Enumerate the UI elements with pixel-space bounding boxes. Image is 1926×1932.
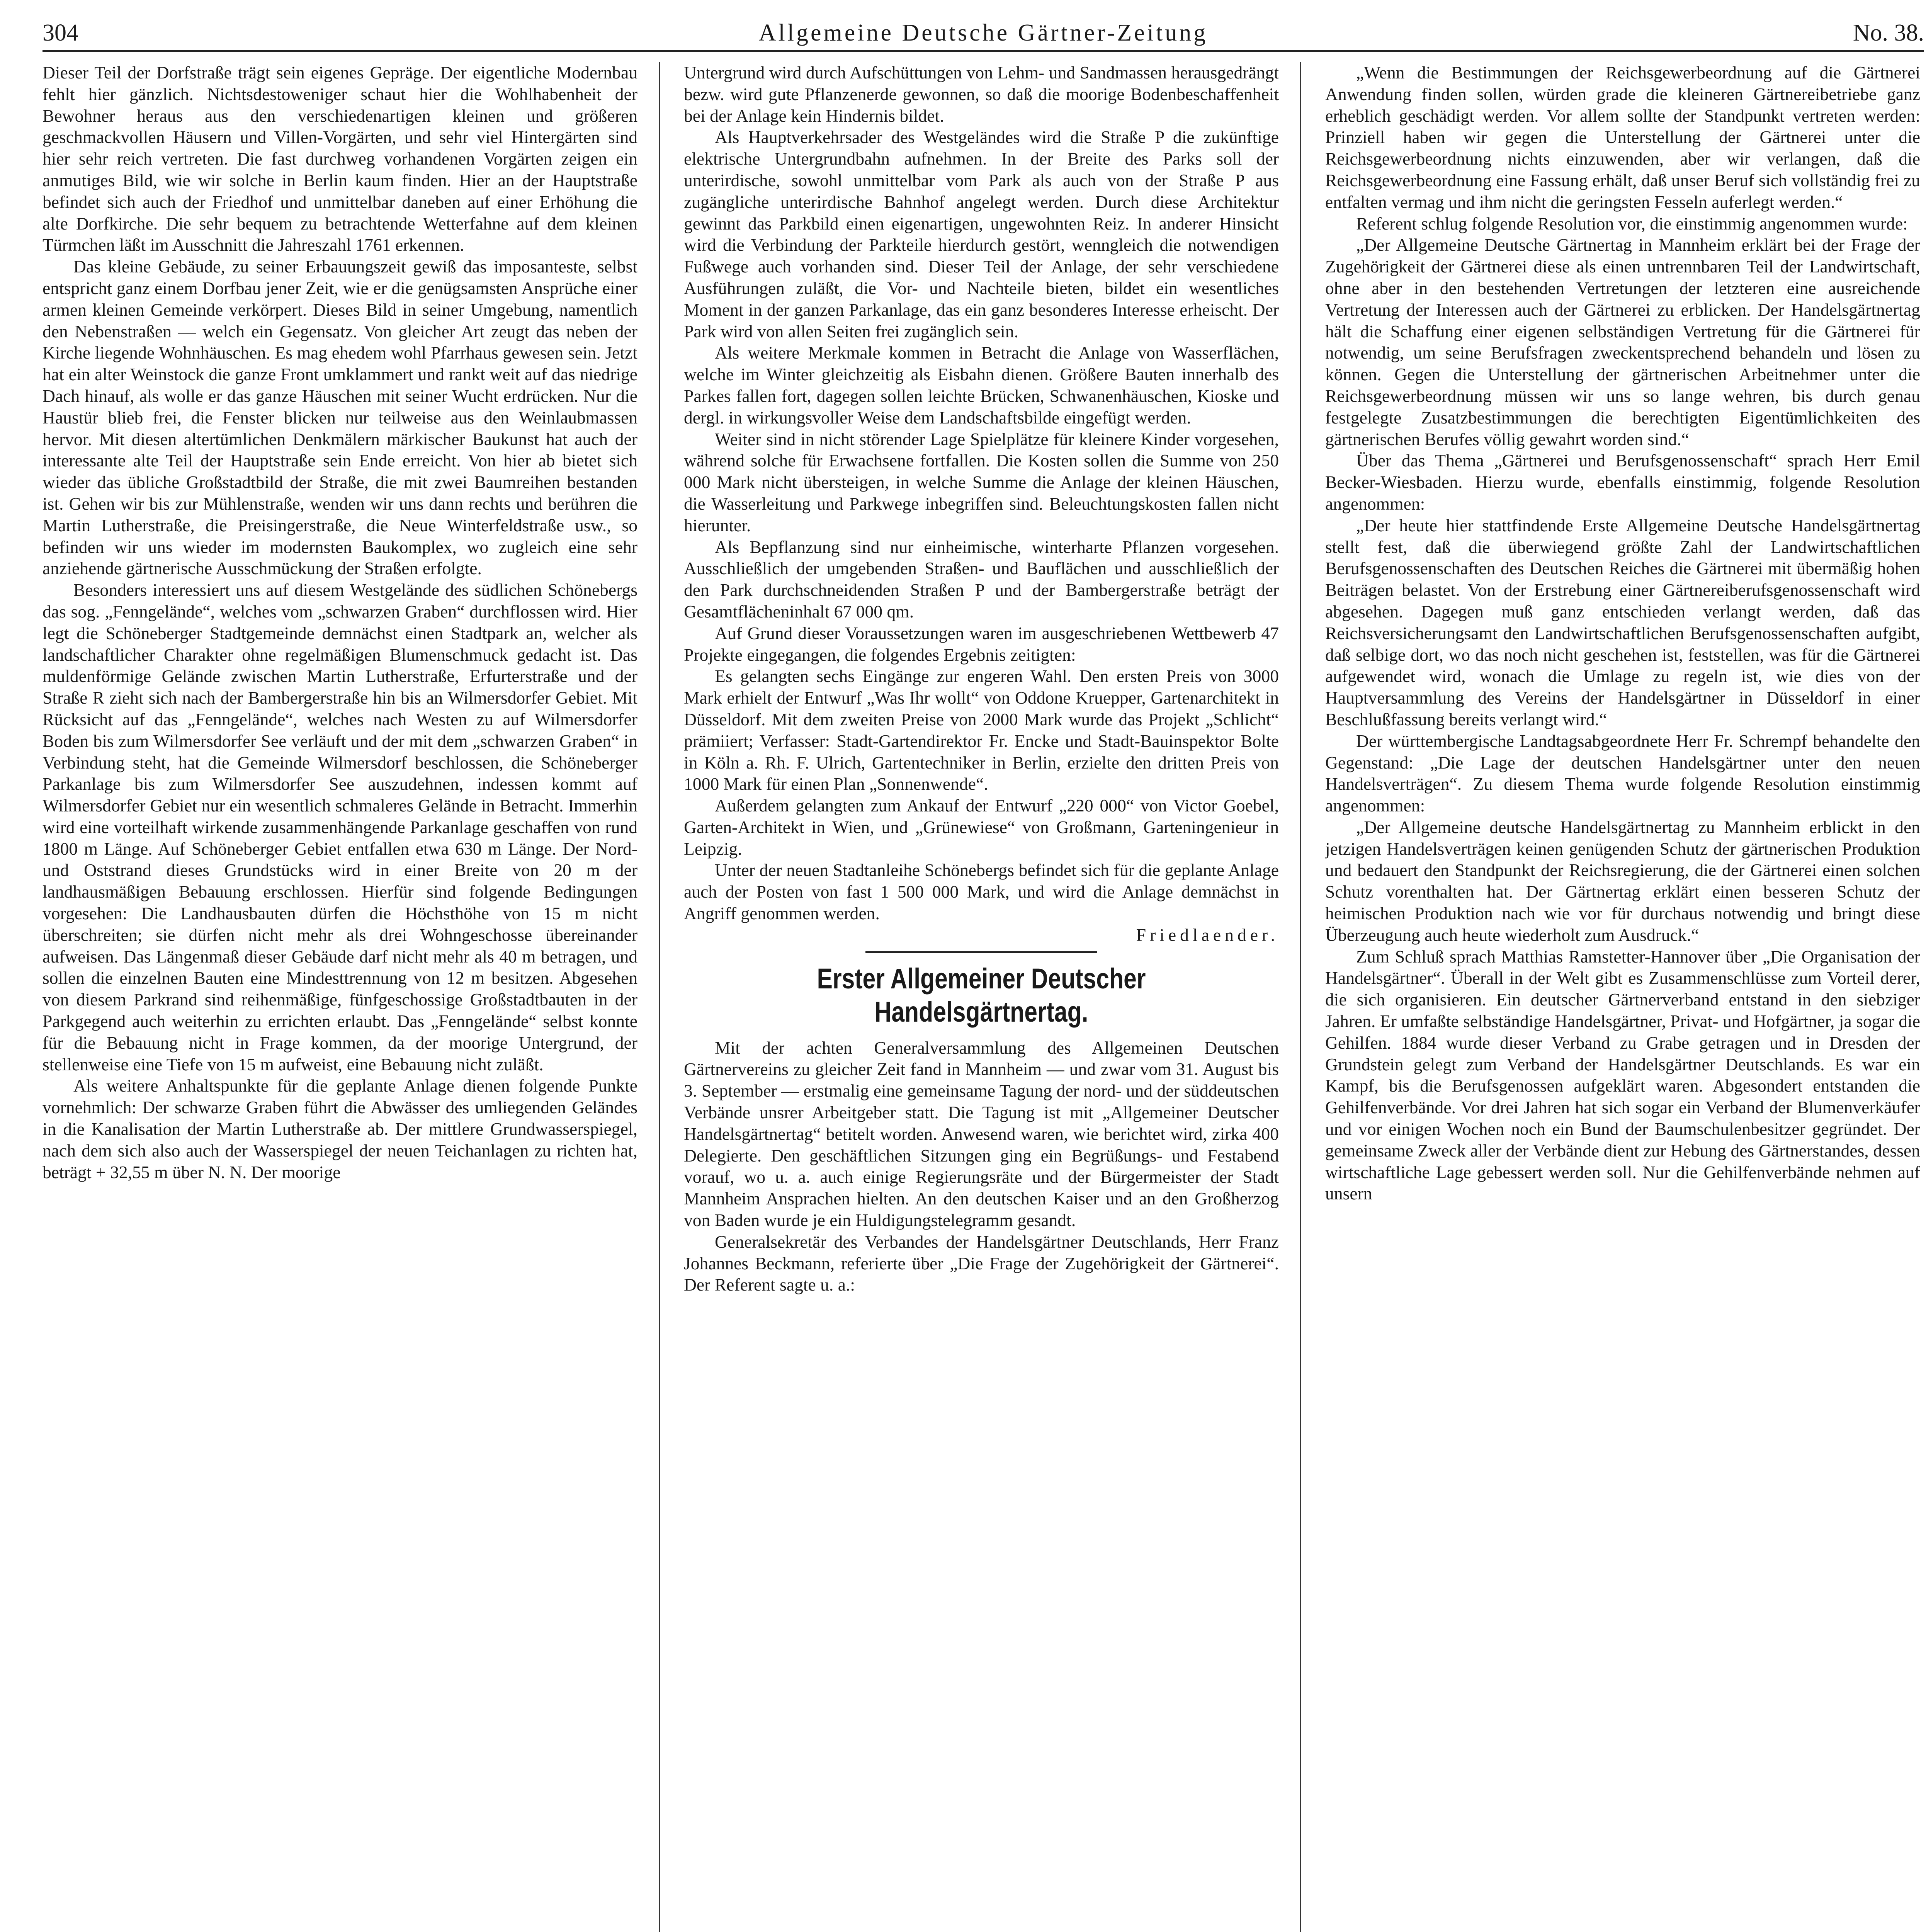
column-divider xyxy=(1300,62,1301,1932)
paragraph: „Wenn die Bestimmungen der Reichsgewerbeordnung auf die Gärtnerei Anwendung finden sollen, würden grade die kleineren Gärtnereibetriebe ganz erheblich geschädigt werden. Vor allem sollte der Standpunkt vertreten werden: Prinziell haben wir gegen die Unterstellung der Gärtnerei unter die Reichsgewerbeordnung nichts einzuwenden, aber wir verlangen, daß die Reichsgewerbeordnung eine Fassung erhält, daß unser Beruf sich vollständig frei zu entfalten vermag und ihm nicht die geringsten Fesseln auferlegt werden.“ xyxy=(1325,63,1920,212)
paragraph: Als Bepflanzung sind nur einheimische, winterharte Pflanzen vorgesehen. Ausschließlich der umgebenden Straßen- und Bauflächen und ausschließlich der den Park durchschneidenden Straßen P und der Bambergerstraße beträgt der Gesamtflächeninhalt 67 000 qm. xyxy=(684,537,1279,621)
paragraph: Außerdem gelangten zum Ankauf der Entwurf „220 000“ von Victor Goebel, Garten-Architekt in Wien, und „Grünewiese“ von Großmann, Garteningenieur in Leipzig. xyxy=(684,796,1279,859)
paragraph: „Der heute hier stattfindende Erste Allgemeine Deutsche Handelsgärtnertag stellt fest, daß die überwiegend größte Zahl der Landwirtschaftlichen Berufsgenossenschaften des Deutschen Reiches die Gärtnerei mit übermäßig hohen Beiträgen belastet. Von der Erstrebung einer Gärtnereiberufsgenossenschaft wird abgesehen. Dagegen muß ganz entschieden verlangt werden, daß das Reichsversicherungsamt den Landwirtschaftlichen Berufsgenossenschaften aufgibt, daß selbige dort, wo das noch nicht geschehen ist, feststellen, was für die Gärtnerei aufgewendet wird, wonach die Umlage zu regeln ist, wie dies von der Hauptversammlung des Vereins der Handelsgärtner in Düsseldorf in einer Beschlußfassung bereits verlangt wird.“ xyxy=(1325,515,1920,729)
paragraph: Als weitere Anhaltspunkte für die geplante Anlage dienen folgende Punkte vornehmlich: Der schwarze Graben führt die Abwässer des umliegenden Geländes in die Kanalisation der Martin Lutherstraße ab. Der mittlere Grundwasserspiegel, nach dem sich also auch der Wasserspiegel der neuen Teichanlagen zu richten hat, beträgt + 32,55 m über N. N. Der moorige xyxy=(42,1076,637,1182)
paragraph: Als Hauptverkehrsader des Westgeländes wird die Straße P die zukünftige elektrische Untergrundbahn aufnehmen. In der Breite des Parks soll der unterirdische, sowohl unmittelbar vom Park als auch von der Straße P aus zugängliche unterirdische Bahnhof angelegt werden. Durch diese Architektur gewinnt das Parkbild einen eigenartigen, ungewohnten Reiz. In anderer Hinsicht wird die Verbindung der Parkteile hierdurch gestört, wenngleich die notwendigen Fußwege auch vorhanden sind. Dieser Teil der Anlage, der sehr verschiedene Ausführungen zuläßt, die Vor- und Nachteile bieten, bildet ein wesentliches Moment in der ganzen Parkanlage, das ein ganz besonderes Interesse erheischt. Der Park wird von allen Seiten frei zugänglich sein. xyxy=(684,127,1279,341)
paragraph: Es gelangten sechs Eingänge zur engeren Wahl. Den ersten Preis von 3000 Mark erhielt der Entwurf „Was Ihr wollt“ von Oddone Kruepper, Gartenarchitekt in Düsseldorf. Mit dem zweiten Preise von 2000 Mark wurde das Projekt „Schlicht“ prämiiert; Verfasser: Stadt-Gartendirektor Fr. Encke und Stadt-Bauinspektor Bolte in Köln a. Rh. F. Ulrich, Gartentechniker in Berlin, erzielte den dritten Preis von 1000 Mark für einen Plan „Sonnenwende“. xyxy=(684,666,1279,794)
article-title: Erster Allgemeiner Deutscher Handelsgärtnertag. xyxy=(817,962,1146,1028)
paragraph: Als weitere Merkmale kommen in Betracht die Anlage von Wasserflächen, welche im Winter gleichzeitig als Eisbahn dienen. Größere Bauten innerhalb des Parkes fallen fort, dagegen sollen leichte Brücken, Schwanenhäuschen, Kioske und dergl. in wirkungsvoller Weise dem Landschaftsbilde eingefügt werden. xyxy=(684,343,1279,427)
paragraph: Weiter sind in nicht störender Lage Spielplätze für kleinere Kinder vorgesehen, während solche für Erwachsene fortfallen. Die Kosten sollen die Summe von 250 000 Mark nicht übersteigen, in welche Summe die Anlage der kleinen Häuschen, die Wasserleitung und Parkwege inbegriffen sind. Beleuchtungskosten fallen nicht hierunter. xyxy=(684,429,1279,535)
paragraph: Das kleine Gebäude, zu seiner Erbauungszeit gewiß das imposanteste, selbst entspricht ganz einem Dorfbau jener Zeit, wie er die genügsamsten Ansprüche einer armen kleinen Gemeinde verkörpert. Dieses Bild in seiner Umgebung, namentlich den Nebenstraßen — welch ein Gegensatz. Von gleicher Art zeugt das neben der Kirche liegende Wohnhäuschen. Es mag ehedem wohl Pfarrhaus gewesen sein. Jetzt hat ein alter Weinstock die ganze Front umklammert und rankt weit auf das niedrige Dach hinauf, als wolle er das ganze Häuschen mit seiner Wucht erdrücken. Nur die Haustür blieb frei, die Fenster blicken nur teilweise aus den Weinlaubmassen hervor. Mit diesen altertümlichen Denkmälern märkischer Baukunst hat auch der interessante alte Teil der Hauptstraße sein Ende erreicht. Von hier ab bietet sich wieder das übliche Großstadtbild der Straße, die mit zwei Baumreihen bestanden ist. Gehen wir bis zur Mühlenstraße, wenden wir uns dann rechts und berühren die Martin Lutherstraße, die Preisingerstraße, die Neue Winterfeldstraße usw., so befinden wir uns wieder im modernsten Baukomplex, wo zugleich eine sehr anziehende gärtnerische Ausschmückung der Straßen erfolgte. xyxy=(42,257,637,578)
issue-number: No. 38. xyxy=(1853,20,1924,46)
paragraph: Über das Thema „Gärtnerei und Berufsgenossenschaft“ sprach Herr Emil Becker-Wiesbaden. Hierzu wurde, ebenfalls einstimmig, folgende Resolution angenommen: xyxy=(1325,451,1920,514)
column-3 xyxy=(1325,62,1920,1932)
page-header xyxy=(42,15,1924,52)
page-number: 304 xyxy=(42,20,78,46)
paragraph: Dieser Teil der Dorfstraße trägt sein eigenes Gepräge. Der eigentliche Modernbau fehlt hier gänzlich. Nichtsdestoweniger schaut hier die Wohlhabenheit der Bewohner heraus aus den verschiedenartigen kleinen und größeren geschmackvollen Häusern und Villen-Vorgärten, und sehr viel Hintergärten sind hier sehr reich vertreten. Die fast durchweg vorhandenen Vorgärten zeigen ein anmutiges Bild, wie wir solche in Berlin kaum finden. Hier an der Hauptstraße befindet sich auch der Friedhof und unmittelbar daneben auf einer Erhöhung die alte Dorfkirche. Die sehr bequem zu betrachtende Wetterfahne auf dem kleinen Türmchen läßt im Ausschnitt die Jahreszahl 1761 erkennen. xyxy=(42,63,637,255)
column-2 xyxy=(684,62,1279,1932)
column-divider xyxy=(659,62,660,1932)
paragraph: Generalsekretär des Verbandes der Handelsgärtner Deutschlands, Herr Franz Johannes Beckmann, referierte über „Die Frage der Zugehörigkeit der Gärtnerei“. Der Referent sagte u. a.: xyxy=(684,1231,1279,1295)
author-signature: Friedlaender. xyxy=(1136,925,1279,945)
paragraph: „Der Allgemeine Deutsche Gärtnertag in Mannheim erklärt bei der Frage der Zugehörigkeit der Gärtnerei diese als einen untrennbaren Teil der Landwirtschaft, ohne aber in den bestehenden Vertretungen der letzteren eine ausreichende Vertretung der Interessen auch der Gärtnerei zu erblicken. Der Handelsgärtnertag hält die Schaffung einer eigenen selbständigen Vertretung für die Gärtnerei für notwendig, um seine Berufsfragen zweckentsprechend behandeln und lösen zu können. Gegen die Unterstellung der gärtnerischen Arbeitnehmer unter die Reichsgewerbeordnung müssen wir uns so lange wehren, bis durch genau festgelegte Zusatzbestimmungen die berechtigten Eigentümlichkeiten des gärtnerischen Berufes völlig gewahrt worden sind.“ xyxy=(1325,235,1920,449)
paragraph: Der württembergische Landtagsabgeordnete Herr Fr. Schrempf behandelte den Gegenstand: „Die Lage der deutschen Handelsgärtner unter den neuen Handelsverträgen“. Zu diesem Thema wurde folgende Resolution einstimmig angenommen: xyxy=(1325,731,1920,816)
paragraph: Referent schlug folgende Resolution vor, die einstimmig angenommen wurde: xyxy=(1356,213,1908,233)
paragraph: Unter der neuen Stadtanleihe Schönebergs befindet sich für die geplante Anlage auch der Posten von fast 1 500 000 Mark, und wird die Anlage demnächst in Angriff genommen werden. xyxy=(684,860,1279,923)
paragraph: Mit der achten Generalversammlung des Allgemeinen Deutschen Gärtnervereins zu gleicher Zeit fand in Mannheim — und zwar vom 31. August bis 3. September — erstmalig eine gemeinsame Tagung der nord- und der süddeutschen Verbände unsrer Arbeitgeber statt. Die Tagung ist mit „Allgemeiner Deutscher Handelsgärtnertag“ betitelt worden. Anwesend waren, wie berichtet wird, zirka 400 Delegierte. Den geschäftlichen Sitzungen ging ein Begrüßungs- und Festabend vorauf, wo u. a. auch einige Regierungsräte und der Bürgermeister der Stadt Mannheim Ansprachen hielten. An den deutschen Kaiser und an den Großherzog von Baden wurde je ein Huldigungstelegramm gesandt. xyxy=(684,1037,1279,1230)
paragraph: Zum Schluß sprach Matthias Ramstetter-Hannover über „Die Organisation der Handelsgärtner“. Überall in der Welt gibt es Zusammenschlüsse zum Vorteil derer, die sich organisieren. Ein deutscher Gärtnerverband entstand in den siebziger Jahren. Er umfaßte selbständige Handelsgärtner, Privat- und Hofgärtner, ja sogar die Gehilfen. 1884 wurde dieser Verband zu Grabe getragen und in Dresden der Grundstein gelegt zum Verband der Handelsgärtner Deutschlands. Es war ein Kampf, bis die Berufsgenossen aufgeklärt waren. Abgesondert entstanden die Gehilfenverbände. Vor drei Jahren hat sich sogar ein Verband der Blumenverkäufer und vor einigen Wochen noch ein Bund der Baumschulenbesitzer gegründet. Der gemeinsame Zweck aller der Verbände dient zur Hebung des Gärtnerstandes, dessen wirtschaftliche Lage gebessert werden soll. Nur die Gehilfenverbände nehmen auf unsern xyxy=(1325,946,1920,1204)
paragraph: „Der Allgemeine deutsche Handelsgärtnertag zu Mannheim erblickt in den jetzigen Handelsverträgen keinen genügenden Schutz der gärtnerischen Produktion und bedauert den Standpunkt der Reichsregierung, die der Gärtnerei einen solchen Schutz vorenthalten hat. Der Gärtnertag erklärt einen besseren Schutz der heimischen Produktion nach wie vor für durchaus notwendig und bringt diese Überzeugung auch heute wiederholt zum Ausdruck.“ xyxy=(1325,817,1920,945)
newspaper-title: Allgemeine Deutsche Gärtner-Zeitung xyxy=(758,20,1208,46)
paragraph: Untergrund wird durch Aufschüttungen von Lehm- und Sandmassen herausgedrängt bezw. wird gute Pflanzenerde gewonnen, so daß die moorige Bodenbeschaffenheit bei der Anlage kein Hindernis bildet. xyxy=(684,63,1279,126)
paragraph: Auf Grund dieser Voraussetzungen waren im ausgeschriebenen Wettbewerb 47 Projekte eingegangen, die folgendes Ergebnis zeitigten: xyxy=(684,623,1279,665)
article-separator xyxy=(865,951,1097,953)
column-1 xyxy=(42,62,637,1932)
paragraph: Besonders interessiert uns auf diesem Westgelände des südlichen Schönebergs das sog. „Fenngelände“, welches vom „schwarzen Graben“ durchflossen wird. Hier legt die Schöneberger Stadtgemeinde demnächst einen Stadtpark an, welcher als landschaftlicher Charakter ohne regelmäßigen Blumenschmuck gedacht ist. Das muldenförmige Gelände zwischen Martin Lutherstraße, Erfurterstraße und der Straße R zieht sich nach der Bambergerstraße hin bis an Wilmersdorfer Gebiet. Mit Rücksicht auf das „Fenngelände“, welches nach Westen zu auf Wilmersdorfer Boden bis zum Wilmersdorfer See verläuft und der mit dem „schwarzen Graben“ in Verbindung steht, hat die Gemeinde Wilmersdorf beschlossen, die Schöneberger Parkanlage bis zum Wilmersdorfer See auszudehnen, indessen kommt auf Wilmersdorfer Gebiet nur ein wesentlich schmaleres Gelände in Betracht. Immerhin wird eine vorteilhaft wirkende zusammenhängende Parkanlage geschaffen von rund 1800 m Länge. Auf Schöneberger Gebiet entfallen etwa 630 m Länge. Der Nord- und Oststrand dieses Grundstücks wird in einer Breite von 20 m der landhausmäßigen Bebauung erschlossen. Hierfür sind folgende Bedingungen vorgesehen: Die Landhausbauten dürfen die Höchsthöhe von 15 m nicht überschreiten; sie dürfen nicht mehr als drei Wohngeschosse übereinander aufweisen. Das Längenmaß dieser Gebäude darf nicht mehr als 40 m betragen, und sollen die einzelnen Bauten eine Mindesttrennung von 12 m besitzen. Abgesehen von diesem Parkrand sind reihenmäßige, fünfgeschossige Großstadtbauten in der Parkgegend auch weiterhin zu errichten erlaubt. Das „Fenngelände“ selbst konnte für die Bebauung nicht in Frage kommen, da der moorige Untergrund, der stellenweise eine Tiefe von 15 m aufweist, eine Bebauung nicht zuläßt. xyxy=(42,580,637,1074)
